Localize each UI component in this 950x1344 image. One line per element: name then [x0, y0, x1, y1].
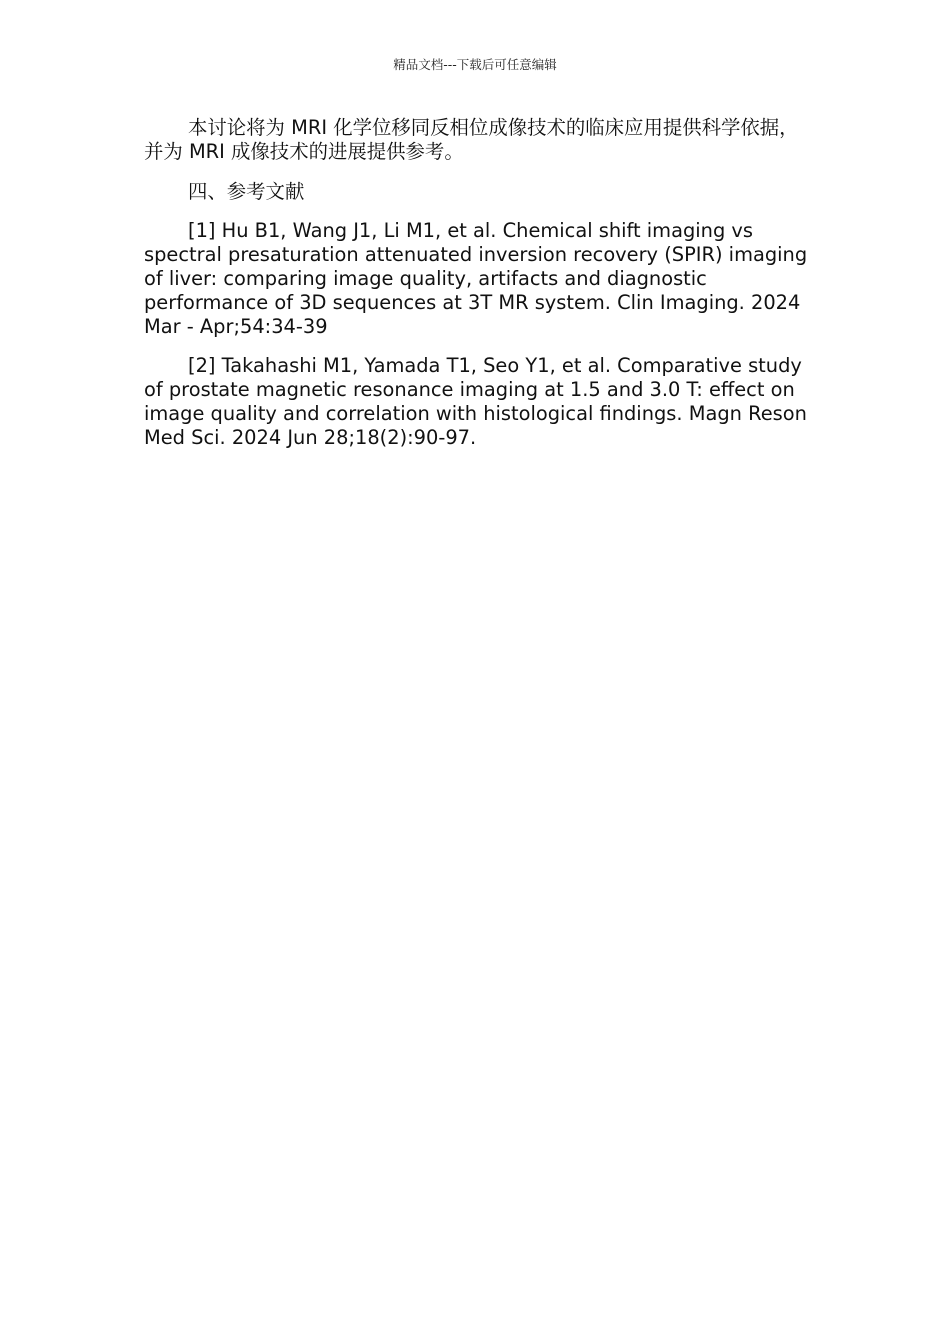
page-header: 精品文档---下载后可任意编辑 [393, 57, 557, 72]
section-heading: 四、参考文献 [188, 180, 305, 204]
reference-item: [1] Hu B1, Wang J1, Li M1, et al. Chemical shift imaging vs spectral presaturation attenuated inversion recovery (SPIR) imaging of liver: comparing image quality, artifacts and diagnostic performance of 3D sequences at 3T MR system. Clin Imaging. 2024 Mar - Apr;54:34-39 [144, 218, 808, 339]
reference-item: [2] Takahashi M1, Yamada T1, Seo Y1, et al. Comparative study of prostate magnetic resonance imaging at 1.5 and 3.0 T: effect on image quality and correlation with histological findings. Magn Reson Med Sci. 2024 Jun 28;18(2):90-97. [144, 353, 807, 450]
intro-paragraph: 本讨论将为 MRI 化学位移同反相位成像技术的临床应用提供科学依据，并为 MRI 成像技术的进展提供参考。 [144, 116, 799, 164]
document-body [144, 116, 808, 464]
